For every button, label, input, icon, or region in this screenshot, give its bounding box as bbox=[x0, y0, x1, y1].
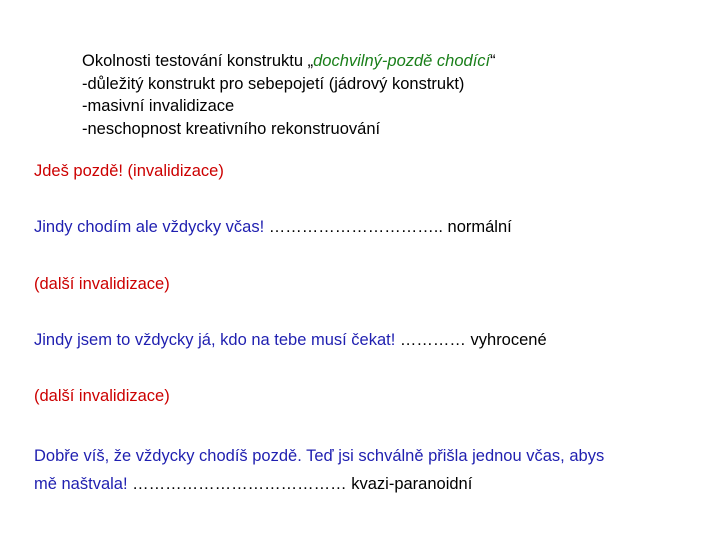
intro-block bbox=[82, 50, 496, 140]
response-quasi-paranoid-line-2 bbox=[34, 470, 604, 498]
intro-line-1-suffix: “ bbox=[490, 52, 496, 70]
response-normal bbox=[34, 218, 512, 237]
intro-line-4: -neschopnost kreativního rekonstruování bbox=[82, 119, 381, 138]
further-invalidation-2: (další invalidizace) bbox=[34, 387, 170, 405]
construct-name: dochvilný-pozdě chodící bbox=[313, 52, 491, 70]
intro-line-3: -masivní invalidizace bbox=[82, 97, 235, 115]
intro-line-1 bbox=[82, 50, 496, 73]
response-normal-quote: Jindy chodím ale vždycky včas! bbox=[34, 218, 265, 236]
response-escalated-quote: Jindy jsem to vždycky já, kdo na tebe musí čekat! bbox=[34, 331, 396, 349]
response-quasi-paranoid bbox=[34, 442, 604, 498]
response-normal-label: normální bbox=[447, 218, 512, 236]
response-quasi-paranoid-line-1: Dobře víš, že vždycky chodíš pozdě. Teď jsi schválně přišla jednou včas, abys bbox=[34, 447, 605, 465]
response-escalated-label: vyhrocené bbox=[470, 331, 547, 349]
response-quasi-paranoid-label: kvazi-paranoidní bbox=[351, 475, 473, 493]
response-quasi-paranoid-quote-end: mě naštvala! bbox=[34, 475, 128, 493]
response-escalated-dots: ………… bbox=[399, 331, 466, 349]
invalidation-statement: Jdeš pozdě! (invalidizace) bbox=[34, 162, 224, 180]
intro-line-1-prefix: Okolnosti testování konstruktu „ bbox=[82, 52, 314, 70]
response-escalated bbox=[34, 331, 547, 350]
intro-line-2: -důležitý konstrukt pro sebepojetí (jádrový konstrukt) bbox=[82, 74, 465, 93]
further-invalidation-1: (další invalidizace) bbox=[34, 275, 170, 293]
response-quasi-paranoid-dots: ………………………………… bbox=[132, 475, 347, 493]
response-normal-dots: ………………………….. bbox=[268, 218, 443, 236]
